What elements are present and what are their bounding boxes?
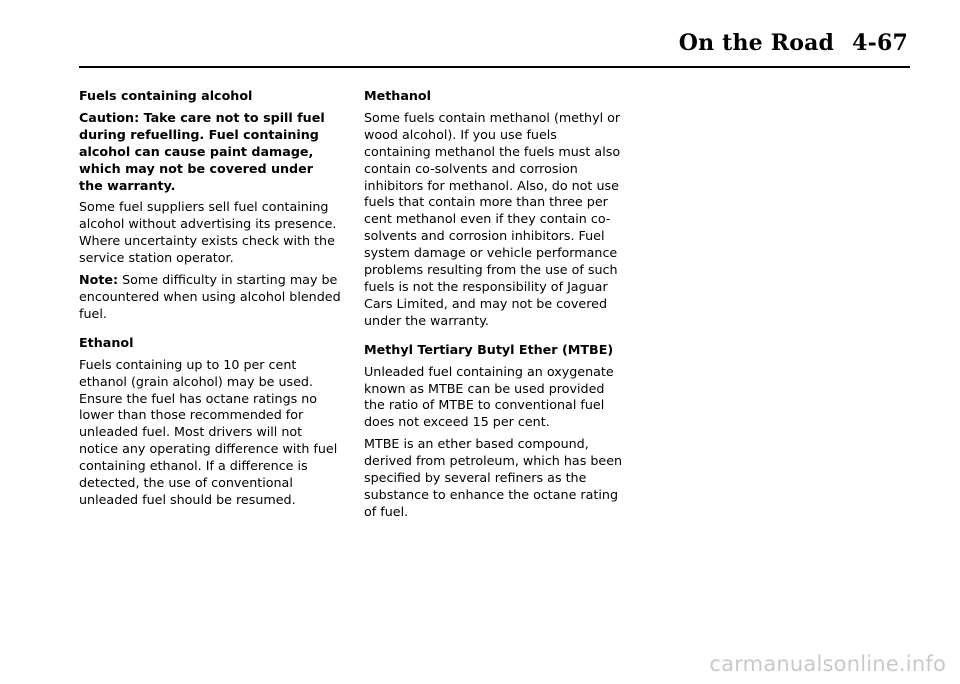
paragraph-mtbe-compound: MTBE is an ether based compound, derived from petroleum, which has been specified by several refiners as the substance to enhance the octane rating of fuel. [364, 436, 623, 519]
page-header [679, 30, 908, 56]
right-column [364, 88, 626, 526]
heading-fuels-containing-alcohol: Fuels containing alcohol [79, 88, 253, 103]
note-paragraph [79, 272, 341, 323]
section-title: On the Road [678, 30, 835, 56]
header-rule [79, 66, 910, 68]
caution-label: Caution: [79, 109, 140, 125]
paragraph-fuel-suppliers: Some fuel suppliers sell fuel containing alcohol without advertising its presence. Where uncertainty exists check with the service station operator. [79, 199, 337, 266]
page-number: 4-67 [852, 30, 908, 56]
note-label: Note: [79, 272, 119, 288]
heading-mtbe: Methyl Tertiary Butyl Ether (MTBE) [364, 341, 614, 357]
caution-text: Take care not to spill fuel during refuelling. Fuel containing alcohol can cause paint damage, which may not be covered under the warranty. [79, 109, 325, 193]
caution-paragraph [79, 110, 341, 195]
heading-ethanol: Ethanol [79, 334, 134, 350]
paragraph-methanol: Some fuels contain methanol (methyl or wood alcohol). If you use fuels containing methanol the fuels must also contain co-solvents and corrosion inhibitors for methanol. Also, do not use fuels that contain more than three per cent methanol even if they contain co-solvents and corrosion inhibitors. Fuel system damage or vehicle performance problems resulting from the use of such fuels is not the responsibility of Jaguar Cars Limited, and may not be covered under the warranty. [364, 109, 621, 328]
watermark-text: carmanualsonline.info [709, 652, 946, 676]
paragraph-mtbe-ratio: Unleaded fuel containing an oxygenate known as MTBE can be used provided the ratio of MTBE to conventional fuel does not exceed 15 per cent. [364, 363, 614, 430]
heading-methanol: Methanol [364, 88, 431, 103]
note-text: Some difficulty in starting may be encountered when using alcohol blended fuel. [79, 272, 341, 321]
paragraph-ethanol: Fuels containing up to 10 per cent ethanol (grain alcohol) may be used. Ensure the fuel has octane ratings no lower than those recommended for unleaded fuel. Most drivers will not notice any operating difference with fuel containing ethanol. If a difference is detected, the use of conventional unleaded fuel should be resumed. [79, 356, 338, 507]
left-column [79, 88, 341, 514]
